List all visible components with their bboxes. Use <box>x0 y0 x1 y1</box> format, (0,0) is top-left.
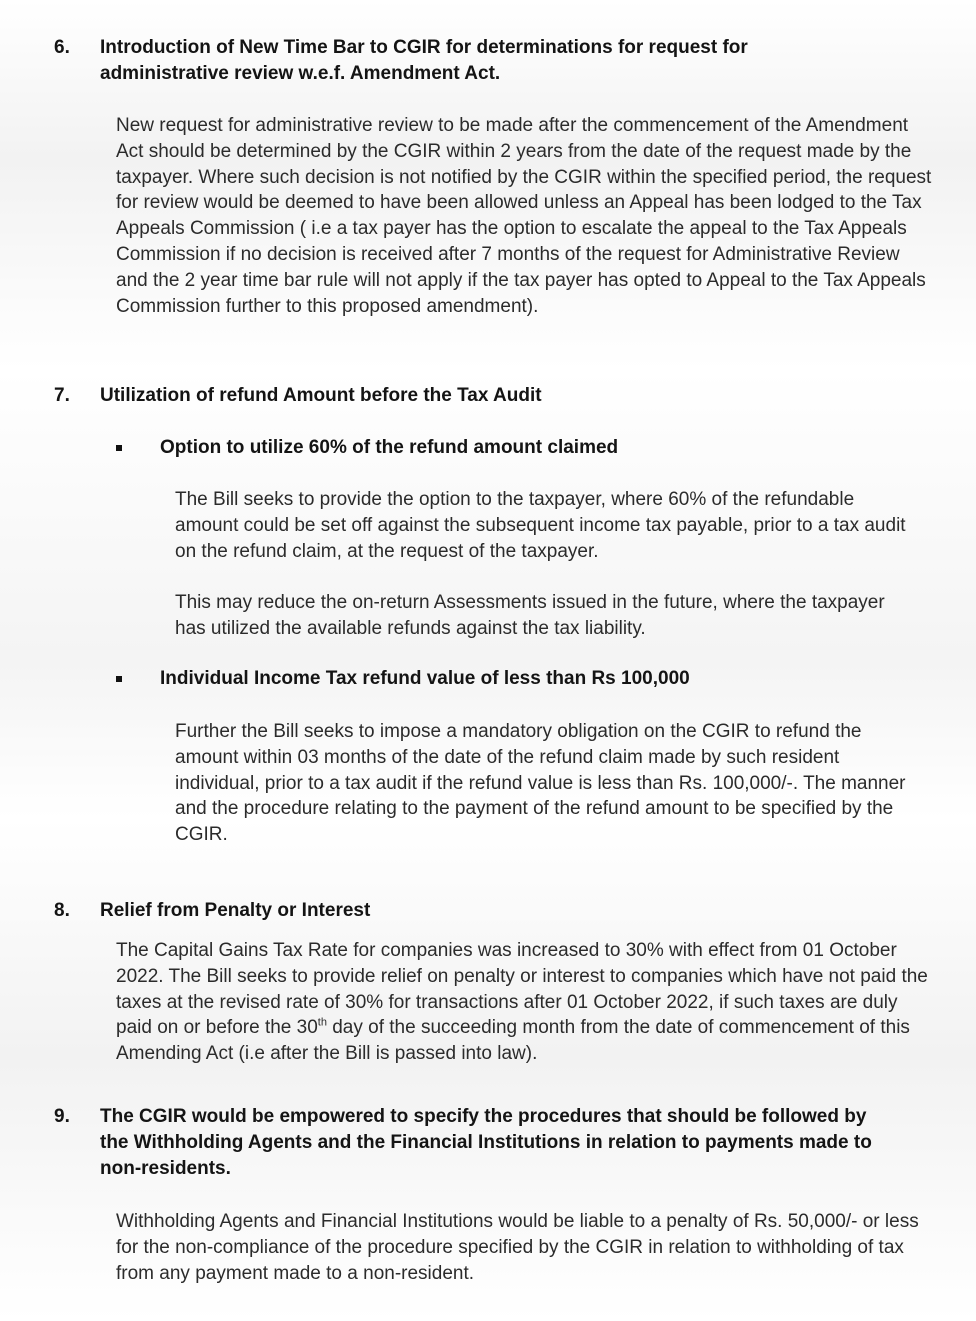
section-number: 9. <box>54 1106 70 1127</box>
ordinal-suffix: th <box>317 1017 327 1030</box>
section-heading: Utilization of refund Amount before the Tax Audit <box>100 385 542 406</box>
heading-line: administrative review w.e.f. Amendment Act. <box>100 63 501 84</box>
subsection-heading: Individual Income Tax refund value of less than Rs 100,000 <box>160 668 690 689</box>
section-number: 8. <box>54 900 70 921</box>
paragraph-text: The Capital Gains Tax Rate for companies was increased to 30% with effect from 01 October 2022. The Bill seeks to provide relief on penalty or interest to companies which have not paid the taxes at the revised rate of 30% for transactions after 01 October 2022, if such taxes are duly paid on or before the 30 <box>116 940 928 1039</box>
heading-line: Introduction of New Time Bar to CGIR for determinations for request for <box>100 37 748 58</box>
section-number: 7. <box>54 385 70 406</box>
section-paragraph: Withholding Agents and Financial Institutions would be liable to a penalty of Rs. 50,000/- or less for the non-compliance of the procedure specified by the CGIR in relation to withholding of tax from any payment made to a non-resident. <box>116 1211 919 1284</box>
section-heading <box>100 1104 940 1182</box>
section-paragraph: New request for administrative review to be made after the commencement of the Amendment Act should be determined by the CGIR within 2 years from the date of the request made by the taxpayer. Where such decision is not notified by the CGIR within the specified period, the request for review would be deemed to have been allowed unless an Appeal has been lodged to the Tax Appeals Commission ( i.e a tax payer has the option to escalate the appeal to the Tax Appeals Commission if no decision is received after 7 months of the request for Administrative Review and the 2 year time bar rule will not apply if the tax payer has opted to Appeal to the Tax Appeals Commission further to this proposed amendment). <box>116 115 932 317</box>
bullet-marker <box>116 676 122 682</box>
paragraph-text: day of the succeeding month from the date of commencement of this Amending Act (i.e after the Bill is passed into law). <box>116 1017 910 1065</box>
section-number: 6. <box>54 37 70 58</box>
subsection-paragraph: Further the Bill seeks to impose a mandatory obligation on the CGIR to refund the amount within 03 months of the date of the refund claim made by such resident individual, prior to a tax audit if the refund value is less than Rs. 100,000/-. The manner and the procedure relating to the payment of the refund amount to be specified by the CGIR. <box>175 721 906 846</box>
section-paragraph <box>116 938 936 1067</box>
bullet-marker <box>116 445 122 451</box>
heading-line: the Withholding Agents and the Financial Institutions in relation to payments made to <box>100 1132 872 1153</box>
subsection-paragraph: This may reduce the on-return Assessments issued in the future, where the taxpayer has utilized the available refunds against the tax liability. <box>175 592 885 639</box>
subsection-heading: Option to utilize 60% of the refund amount claimed <box>160 437 619 458</box>
heading-line: non-residents. <box>100 1158 231 1179</box>
heading-line: The CGIR would be empowered to specify the procedures that should be followed by <box>100 1106 867 1127</box>
subsection-paragraph: The Bill seeks to provide the option to the taxpayer, where 60% of the refundable amount could be set off against the subsequent income tax payable, prior to a tax audit on the refund claim, at the request of the taxpayer. <box>175 489 906 562</box>
section-heading <box>100 35 940 87</box>
section-heading: Relief from Penalty or Interest <box>100 900 371 921</box>
